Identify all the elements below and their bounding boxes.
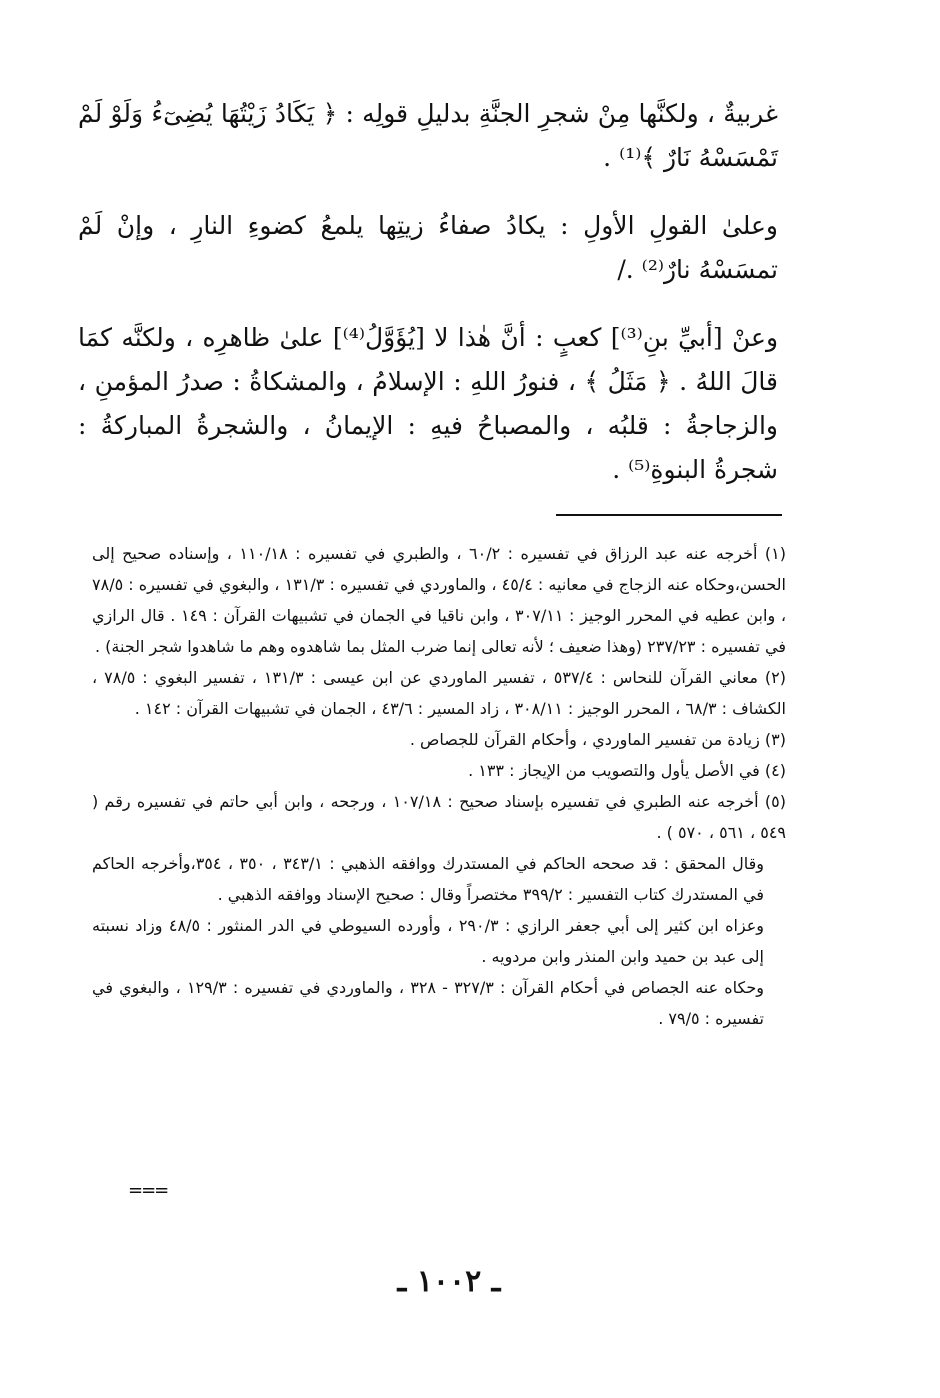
- footnote-separator: [556, 514, 782, 516]
- body-paragraph: وعنْ [أبيِّ بنِ⁽³⁾] كعبٍ : أنَّ هٰذا لا [يُؤَوَّلُ⁽⁴⁾] علىٰ ظاهرِه ، ولكنَّه كمَا قالَ اللهُ . ﴿ مَثَلُ ﴾ ، فنورُ اللهِ : الإسلامُ ، والمشكاةُ : صدرُ المؤمنِ ، والزجاجةُ : قلبُه ، والمصباحُ فيهِ : الإيمانُ ، والشجرةُ المباركةُ : شجرةُ البنوةِ⁽⁵⁾ .: [78, 323, 779, 484]
- footnote-5-continuation: وقال المحقق : قد صححه الحاكم في المستدرك ووافقه الذهبي : ٣٤٣/١ ، ٣٥٠ ، ٣٥٤،وأخرجه الحاكم في المستدرك كتاب التفسير : ٣٩٩/٢ مختصراً وقال : صحيح الإسناد ووافقه الذهبي .: [92, 854, 765, 904]
- footnote-5-continuation: وحكاه عنه الجصاص في أحكام القرآن : ٣٢٧/٣ - ٣٢٨ ، والماوردي في تفسيره : ١٢٩/٣ ، والبغوي في تفسيره : ٧٩/٥ .: [92, 978, 764, 1028]
- footnote-5: (٥) أخرجه عنه الطبري في تفسيره بإسناد صحيح : ١٠٧/١٨ ، ورجحه ، وابن أبي حاتم في تفسيره رقم ( ٥٤٩ ، ٥٦١ ، ٥٧٠ ) .: [92, 792, 787, 842]
- footnote-2: (٢) معاني القرآن للنحاس : ٥٣٧/٤ ، تفسير الماوردي عن ابن عيسى : ١٣١/٣ ، تفسير البغوي : ٧٨/٥ ، الكشاف : ٦٨/٣ ، المحرر الوجيز : ٣٠٨/١١ ، زاد المسير : ٤٣/٦ ، الجمان في تشبيهات القرآن : ١٤٢ .: [92, 668, 786, 718]
- footnote-5-continuation: وعزاه ابن كثير إلى أبي جعفر الرازي : ٢٩٠/٣ ، وأورده السيوطي في الدر المنثور : ٤٨/٥ وزاد نسبته إلى عبد بن حميد وابن المنذر وابن مردويه .: [92, 916, 765, 966]
- main-text: [78, 92, 778, 514]
- page-number: ـ ١٠٠٢ ـ: [397, 1264, 501, 1299]
- footnote-3: (٣) زيادة من تفسير الماوردي ، وأحكام القرآن للجصاص .: [409, 730, 786, 749]
- body-paragraph: وعلىٰ القولِ الأولِ : يكادُ صفاءُ زيتِها يلمعُ كضوءِ النارِ ، وإنْ لَمْ تمسَسْهُ نارٌ⁽²⁾ ./: [78, 211, 778, 284]
- footnotes: [92, 538, 786, 1034]
- footnote-4: (٤) في الأصل يأول والتصويب من الإيجاز : ١٣٣ .: [468, 761, 786, 780]
- footnote-1: (١) أخرجه عنه عبد الرزاق في تفسيره : ٦٠/٢ ، والطبري في تفسيره : ١١٠/١٨ ، وإسناده صحيح إلى الحسن،وحكاه عنه الزجاج في معانيه : ٤٥/٤ ، والماوردي في تفسيره : ١٣١/٣ ، والبغوي في تفسيره : ٧٨/٥ ، وابن عطيه في المحرر الوجيز : ٣٠٧/١١ ، وابن ناقيا في الجمان في تشبيهات القرآن : ١٤٩ . قال الرازي في تفسيره : ٢٣٧/٢٣ (وهذا ضعيف ؛ لأنه تعالى إنما ضرب المثل بما شاهدوه وهم ما شاهدوا شجر الجنة) .: [92, 544, 787, 656]
- body-paragraph: غربيةٌ ، ولكنَّها مِنْ شجرِ الجنَّةِ بدليلِ قولِه : ﴿ يَكَادُ زَيْتُهَا يُضِىٓءُ وَلَوْ لَمْ تَمْسَسْهُ نَارٌ ﴾⁽¹⁾ .: [78, 99, 778, 172]
- footnote-end-mark: ===: [128, 1180, 168, 1201]
